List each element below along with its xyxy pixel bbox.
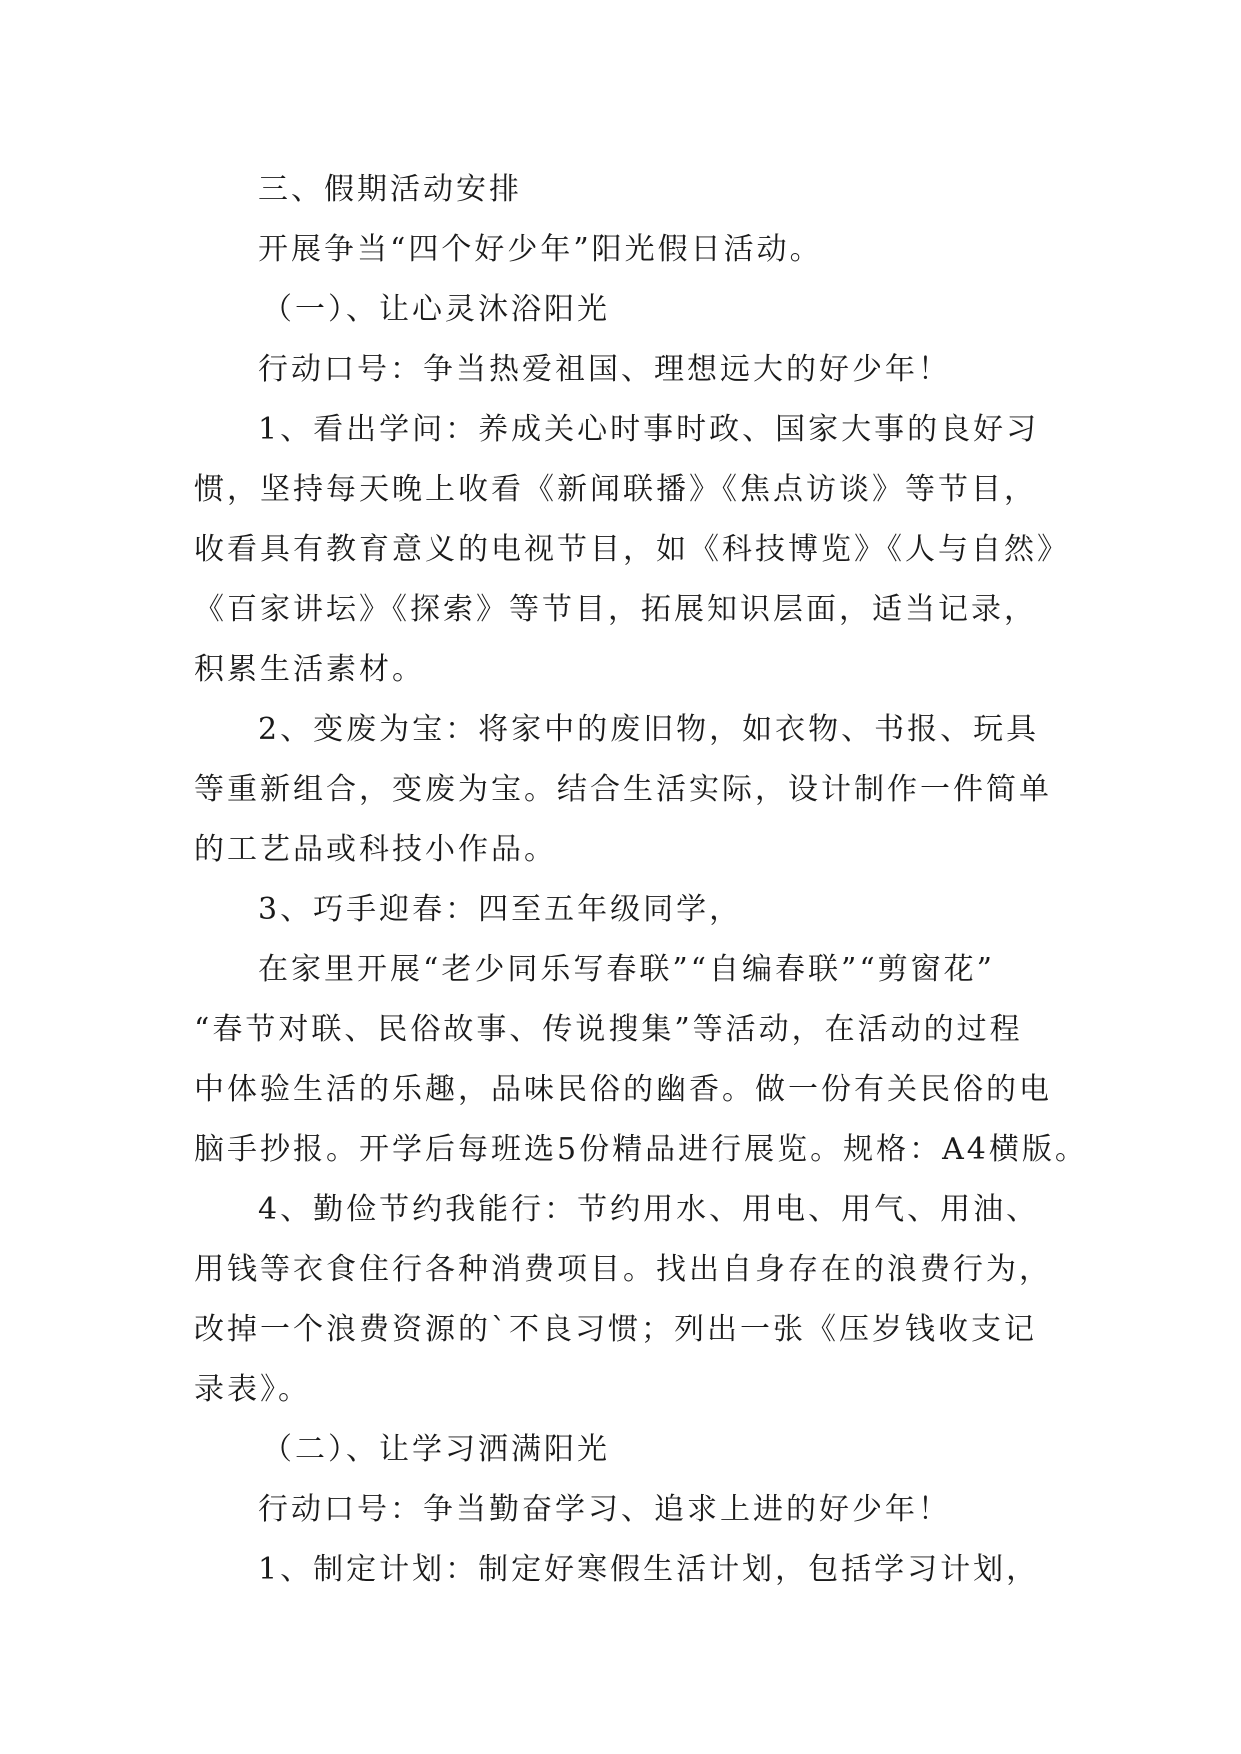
subsection-heading: （二）、让学习洒满阳光 xyxy=(262,1432,610,1467)
paragraph-line: 在家里开展“老少同乐写春联”“自编春联”“剪窗花” xyxy=(258,952,996,987)
paragraph-line: 的工艺品或科技小作品。 xyxy=(194,832,557,867)
section-heading: 三、假期活动安排 xyxy=(258,172,522,207)
paragraph-line: 3、巧手迎春：四至五年级同学， xyxy=(258,892,743,927)
paragraph-line: 《百家讲坛》《探索》等节目，拓展知识层面，适当记录， xyxy=(194,592,1037,627)
document-body xyxy=(194,160,1094,1600)
paragraph-line: 行动口号：争当热爱祖国、理想远大的好少年！ xyxy=(258,352,951,387)
paragraph-line: 行动口号：争当勤奋学习、追求上进的好少年！ xyxy=(258,1492,951,1527)
paragraph-line: 积累生活素材。 xyxy=(194,652,425,687)
paragraph-line: 脑手抄报。开学后每班选5份精品进行展览。规格：A4横版。 xyxy=(194,1132,1088,1167)
paragraph-line: 用钱等衣食住行各种消费项目。找出自身存在的浪费行为， xyxy=(194,1252,1052,1287)
paragraph-line: 2、变废为宝：将家中的废旧物，如衣物、书报、玩具 xyxy=(258,712,1040,747)
paragraph-line: 1、制定计划：制定好寒假生活计划，包括学习计划， xyxy=(258,1552,1040,1587)
paragraph-line: 开展争当“四个好少年”阳光假日活动。 xyxy=(258,232,823,267)
paragraph-line: 改掉一个浪费资源的`不良习惯；列出一张《压岁钱收支记 xyxy=(194,1312,1037,1347)
paragraph-line: 中体验生活的乐趣，品味民俗的幽香。做一份有关民俗的电 xyxy=(194,1072,1052,1107)
paragraph-line: 等重新组合，变废为宝。结合生活实际，设计制作一件简单 xyxy=(194,772,1052,807)
paragraph-line: 1、看出学问：养成关心时事时政、国家大事的良好习 xyxy=(258,412,1040,447)
paragraph-line: 4、勤俭节约我能行：节约用水、用电、用气、用油、 xyxy=(258,1192,1040,1227)
paragraph-line: 收看具有教育意义的电视节目，如《科技博览》《人与自然》 xyxy=(194,532,1070,567)
paragraph-line: 惯，坚持每天晚上收看《新闻联播》《焦点访谈》等节目， xyxy=(194,472,1037,507)
paragraph-line: 录表》。 xyxy=(194,1372,311,1407)
paragraph-line: “春节对联、民俗故事、传说搜集”等活动，在活动的过程 xyxy=(194,1012,1023,1047)
subsection-heading: （一）、让心灵沐浴阳光 xyxy=(262,292,610,327)
